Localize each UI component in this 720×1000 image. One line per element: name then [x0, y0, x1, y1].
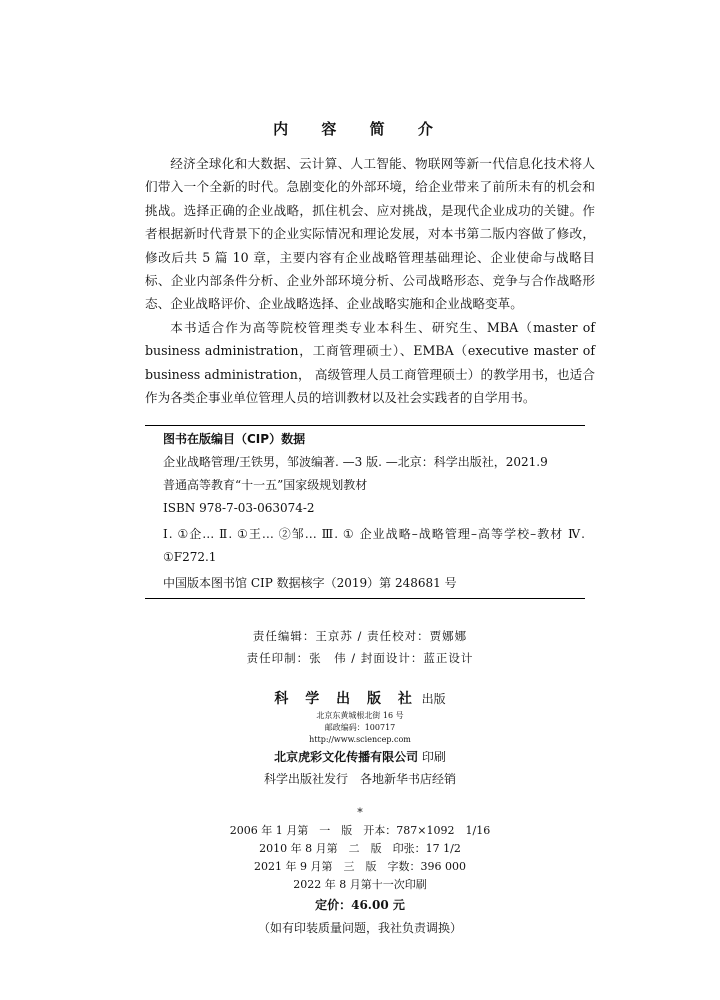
publisher-line — [0, 688, 720, 710]
credits-line-2: 责任印制：张 伟 / 封面设计：蓝正设计 — [246, 651, 474, 665]
edition-info — [0, 804, 720, 940]
cip-data-box — [145, 425, 585, 599]
publisher-address: 北京东黄城根北街 16 号 — [316, 711, 404, 720]
distribution-line: 科学出版社发行 各地新华书店经销 — [263, 772, 456, 786]
quality-notice: （如有印装质量问题，我社负责调换） — [257, 921, 462, 935]
separator-star: * — [357, 806, 363, 819]
printer-name: 北京虎彩文化传播有限公司 — [274, 750, 419, 764]
summary-paragraph-2: 本书适合作为高等院校管理类专业本科生、研究生、MBA（master of business administration，工商管理硕士）、EMBA（executive master of business administration， 高级管理人员工商管理硕士）的教学用书，也适合作为各类企事业单位管理人员的培训教材以及社会实践者的自学用书。 — [145, 319, 595, 406]
cip-series: 普通高等教育“十一五”国家级规划教材 — [163, 478, 368, 492]
printer-role: 印刷 — [421, 750, 446, 764]
publisher-name: 科 学 出 版 社 — [274, 691, 418, 707]
publisher-role: 出版 — [421, 692, 446, 706]
printing-info: 2022 年 8 月第十一次印刷 — [293, 878, 427, 891]
edition-row-3: 2021 年 9 月第 三 版 字数：396 000 — [254, 860, 466, 873]
editorial-credits — [0, 625, 720, 669]
edition-row-1: 2006 年 1 月第 一 版 开本：787×1092 1/16 — [229, 824, 491, 837]
cip-body — [163, 451, 585, 595]
page-title: 内 容 简 介 — [273, 120, 447, 138]
cip-verification: 中国版本图书馆 CIP 数据核字（2019）第 248681 号 — [163, 576, 457, 590]
printer-line — [0, 746, 720, 768]
cip-subjects: Ⅰ. ①企… Ⅱ. ①王… ②邹… Ⅲ. ① 企业战略–战略管理–高等学校–教材 Ⅳ. ①F272.1 — [163, 527, 585, 564]
publisher-block — [0, 688, 720, 790]
summary-paragraph-1: 经济全球化和大数据、云计算、人工智能、物联网等新一代信息化技术将人们带入一个全新的时代。急剧变化的外部环境，给企业带来了前所未有的机会和挑战。选择正确的企业战略，抓住机会、应对挑战，是现代企业成功的关键。作者根据新时代背景下的企业实际情况和理论发展，对本书第二版内容做了修改，修改后共 5 篇 10 章，主要内容有企业战略管理基础理论、企业使命与战略目标、企业内部条件分析、企业外部环境分析、公司战略形态、竞争与合作战略形态、企业战略评价、企业战略选择、企业战略实施和企业战略变革。 — [145, 156, 595, 312]
cip-record: 企业战略管理/王铁男，邹波编著. —3 版. —北京：科学出版社，2021.9 — [163, 455, 548, 469]
credits-line-1: 责任编辑：王京苏 / 责任校对：贾娜娜 — [252, 629, 468, 643]
edition-row-2: 2010 年 8 月第 二 版 印张：17 1/2 — [259, 842, 461, 855]
publisher-website: http://www.sciencep.com — [309, 735, 411, 744]
publisher-postcode: 邮政编码：100717 — [324, 723, 396, 732]
content-summary — [145, 152, 595, 409]
price: 定价：46.00 元 — [315, 898, 405, 912]
cip-isbn: ISBN 978-7-03-063074-2 — [163, 501, 315, 515]
cip-title: 图书在版编目（CIP）数据 — [163, 432, 306, 446]
